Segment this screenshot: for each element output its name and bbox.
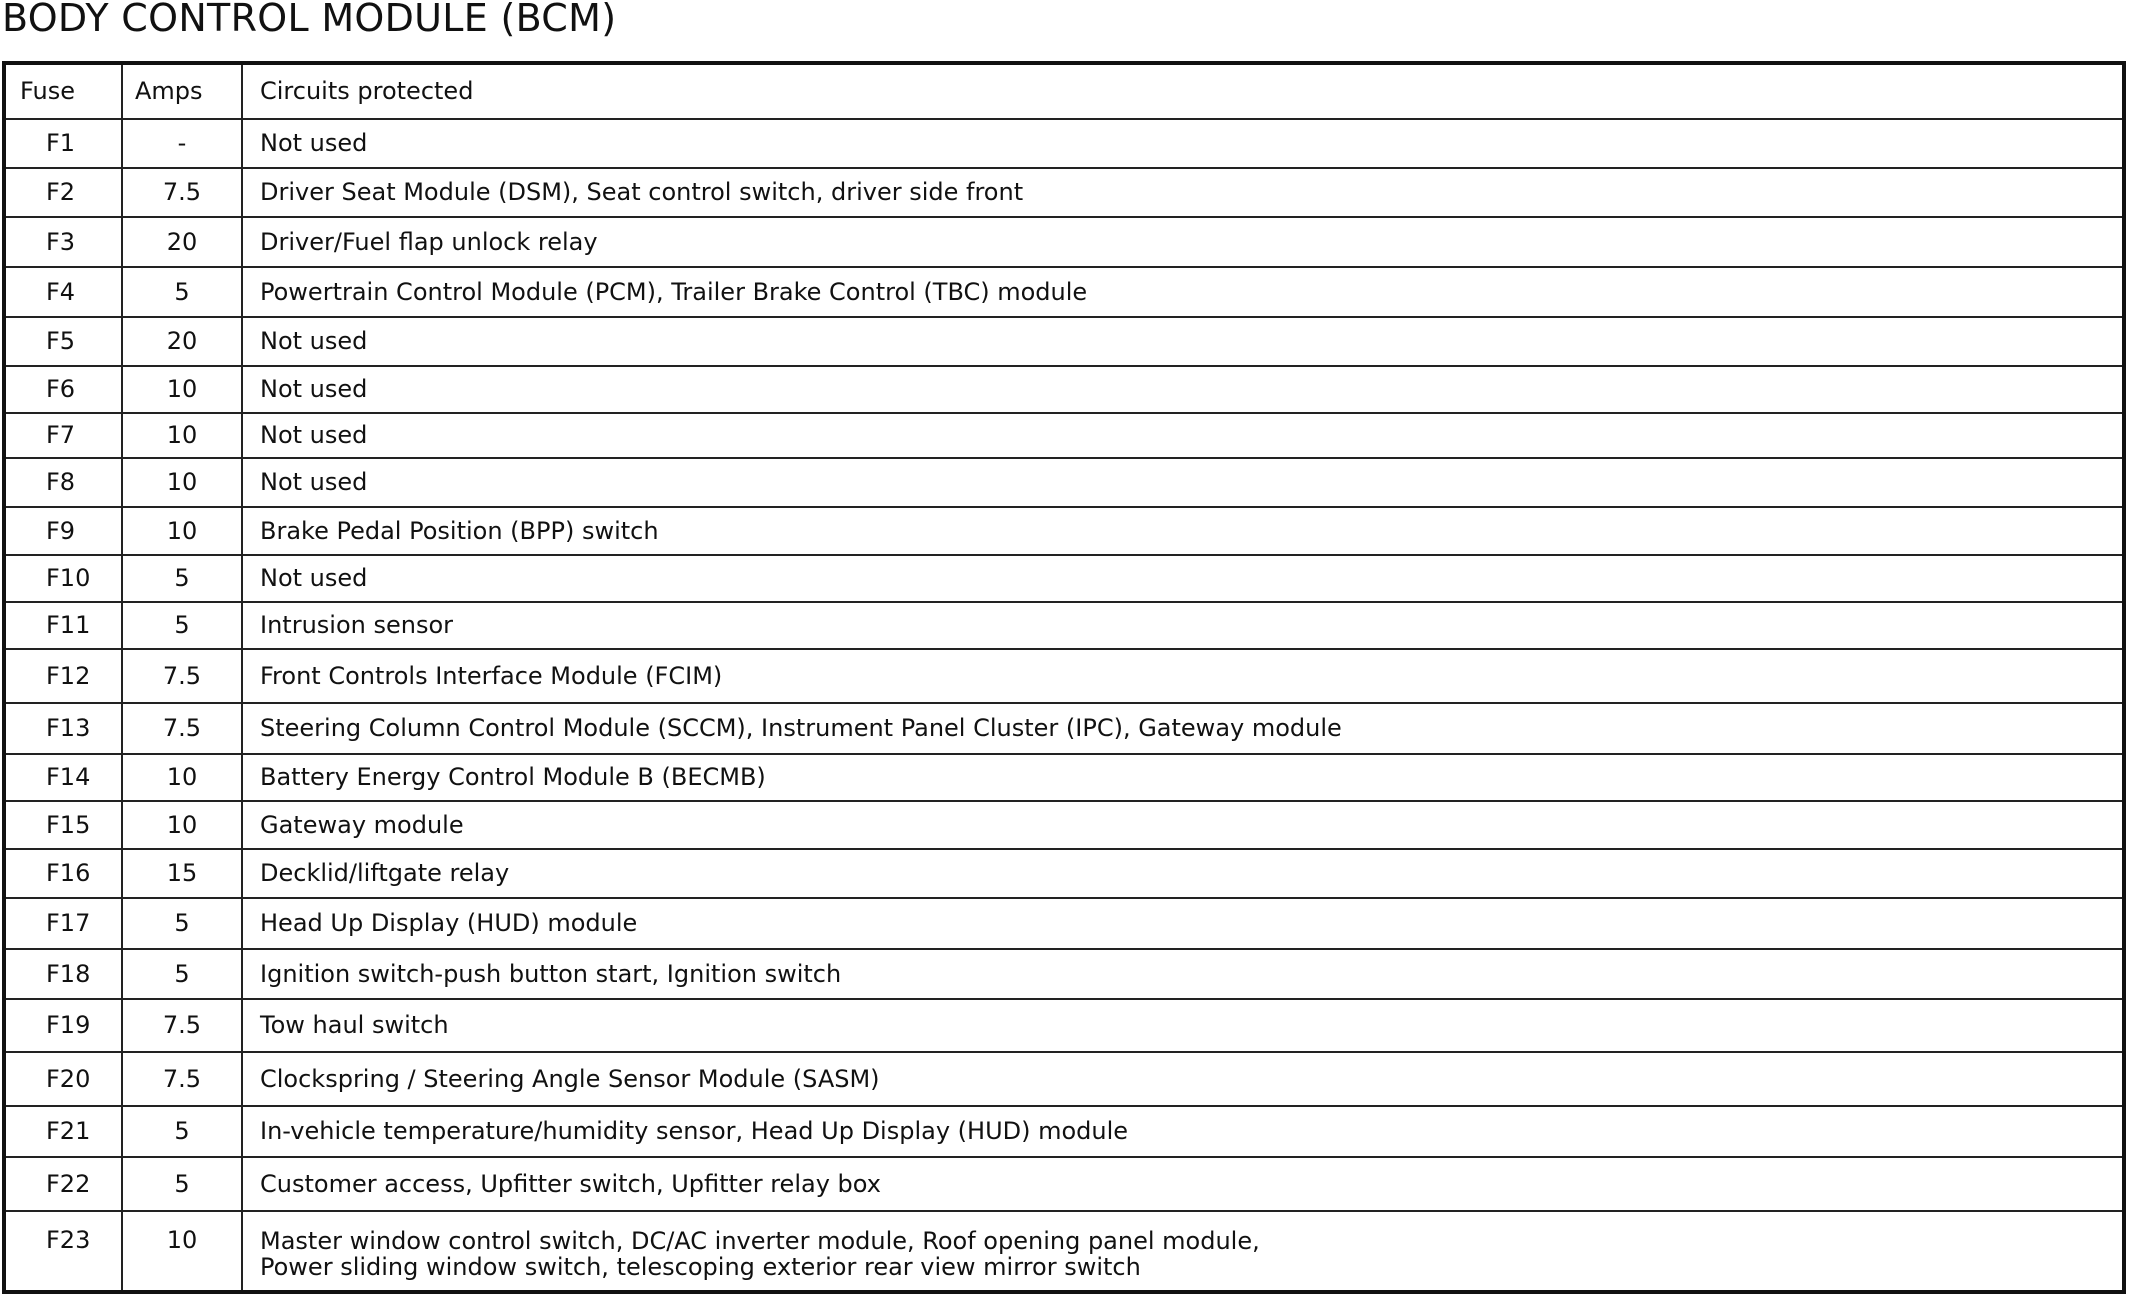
table-row	[4, 267, 2124, 317]
fuse-cell: F5	[4, 317, 122, 366]
circuits-cell: Tow haul switch	[242, 999, 2124, 1052]
fuse-cell: F3	[4, 217, 122, 267]
fuse-cell: F14	[4, 754, 122, 801]
circuits-cell: Gateway module	[242, 801, 2124, 849]
table-row	[4, 949, 2124, 999]
table-row	[4, 754, 2124, 801]
circuits-cell: Brake Pedal Position (BPP) switch	[242, 507, 2124, 555]
circuits-cell: Clockspring / Steering Angle Sensor Module (SASM)	[242, 1052, 2124, 1106]
fuse-cell: F7	[4, 413, 122, 458]
circuits-cell: Ignition switch-push button start, Ignition switch	[242, 949, 2124, 999]
circuits-line-2: Power sliding window switch, telescoping exterior rear view mirror switch	[260, 1253, 1141, 1281]
circuits-cell: Decklid/liftgate relay	[242, 849, 2124, 898]
circuits-cell: Steering Column Control Module (SCCM), Instrument Panel Cluster (IPC), Gateway module	[242, 703, 2124, 754]
fuse-table	[2, 61, 2126, 1294]
table-row	[4, 1211, 2124, 1292]
circuits-cell: Intrusion sensor	[242, 602, 2124, 649]
circuits-cell: Driver/Fuel flap unlock relay	[242, 217, 2124, 267]
fuse-cell: F18	[4, 949, 122, 999]
circuits-cell: Powertrain Control Module (PCM), Trailer Brake Control (TBC) module	[242, 267, 2124, 317]
amps-cell: 10	[122, 366, 242, 413]
amps-cell: 5	[122, 555, 242, 602]
amps-cell: 7.5	[122, 703, 242, 754]
fuse-cell: F9	[4, 507, 122, 555]
table-row	[4, 317, 2124, 366]
amps-cell: 7.5	[122, 168, 242, 217]
table-row	[4, 703, 2124, 754]
table-row	[4, 801, 2124, 849]
fuse-cell: F4	[4, 267, 122, 317]
table-row	[4, 555, 2124, 602]
fuse-cell: F22	[4, 1157, 122, 1211]
table-row	[4, 1106, 2124, 1157]
fuse-cell: F16	[4, 849, 122, 898]
circuits-cell: Not used	[242, 413, 2124, 458]
circuits-cell: Not used	[242, 119, 2124, 168]
table-row	[4, 898, 2124, 949]
amps-cell: 10	[122, 458, 242, 507]
header-circuits: Circuits protected	[242, 63, 2124, 119]
amps-cell: 5	[122, 949, 242, 999]
amps-cell: 7.5	[122, 649, 242, 703]
circuits-cell: Head Up Display (HUD) module	[242, 898, 2124, 949]
fuse-cell: F19	[4, 999, 122, 1052]
amps-cell: 7.5	[122, 1052, 242, 1106]
table-row	[4, 1052, 2124, 1106]
fuse-cell: F23	[4, 1211, 122, 1292]
circuits-cell: In-vehicle temperature/humidity sensor, Head Up Display (HUD) module	[242, 1106, 2124, 1157]
amps-cell: 5	[122, 1106, 242, 1157]
amps-cell: -	[122, 119, 242, 168]
table-row	[4, 366, 2124, 413]
fuse-cell: F21	[4, 1106, 122, 1157]
amps-cell: 5	[122, 602, 242, 649]
fuse-cell: F15	[4, 801, 122, 849]
table-row	[4, 217, 2124, 267]
header-fuse: Fuse	[4, 63, 122, 119]
circuits-cell: Customer access, Upfitter switch, Upfitter relay box	[242, 1157, 2124, 1211]
amps-cell: 5	[122, 267, 242, 317]
fuse-cell: F12	[4, 649, 122, 703]
amps-cell: 20	[122, 317, 242, 366]
circuits-cell: Not used	[242, 366, 2124, 413]
table-row	[4, 119, 2124, 168]
amps-cell: 7.5	[122, 999, 242, 1052]
circuits-cell	[242, 1211, 2124, 1292]
circuits-cell: Battery Energy Control Module B (BECMB)	[242, 754, 2124, 801]
fuse-cell: F17	[4, 898, 122, 949]
fuse-cell: F13	[4, 703, 122, 754]
table-row	[4, 168, 2124, 217]
table-row	[4, 999, 2124, 1052]
fuse-cell: F10	[4, 555, 122, 602]
table-row	[4, 649, 2124, 703]
circuits-cell: Front Controls Interface Module (FCIM)	[242, 649, 2124, 703]
amps-cell: 10	[122, 413, 242, 458]
circuits-cell: Not used	[242, 458, 2124, 507]
table-row	[4, 602, 2124, 649]
fuse-cell: F20	[4, 1052, 122, 1106]
table-header-row	[4, 63, 2124, 119]
amps-cell: 10	[122, 1211, 242, 1292]
circuits-line-1: Master window control switch, DC/AC inverter module, Roof opening panel module,	[260, 1227, 1260, 1255]
table-row	[4, 507, 2124, 555]
fuse-cell: F11	[4, 602, 122, 649]
table-row	[4, 849, 2124, 898]
fuse-cell: F2	[4, 168, 122, 217]
circuits-cell: Driver Seat Module (DSM), Seat control switch, driver side front	[242, 168, 2124, 217]
amps-cell: 20	[122, 217, 242, 267]
amps-cell: 10	[122, 754, 242, 801]
circuits-cell: Not used	[242, 317, 2124, 366]
table-row	[4, 1157, 2124, 1211]
fuse-cell: F1	[4, 119, 122, 168]
amps-cell: 10	[122, 507, 242, 555]
fuse-cell: F8	[4, 458, 122, 507]
circuits-cell: Not used	[242, 555, 2124, 602]
table-row	[4, 413, 2124, 458]
amps-cell: 5	[122, 898, 242, 949]
table-row	[4, 458, 2124, 507]
header-amps: Amps	[122, 63, 242, 119]
fuse-cell: F6	[4, 366, 122, 413]
amps-cell: 10	[122, 801, 242, 849]
amps-cell: 5	[122, 1157, 242, 1211]
amps-cell: 15	[122, 849, 242, 898]
page-title: BODY CONTROL MODULE (BCM)	[2, 0, 617, 40]
